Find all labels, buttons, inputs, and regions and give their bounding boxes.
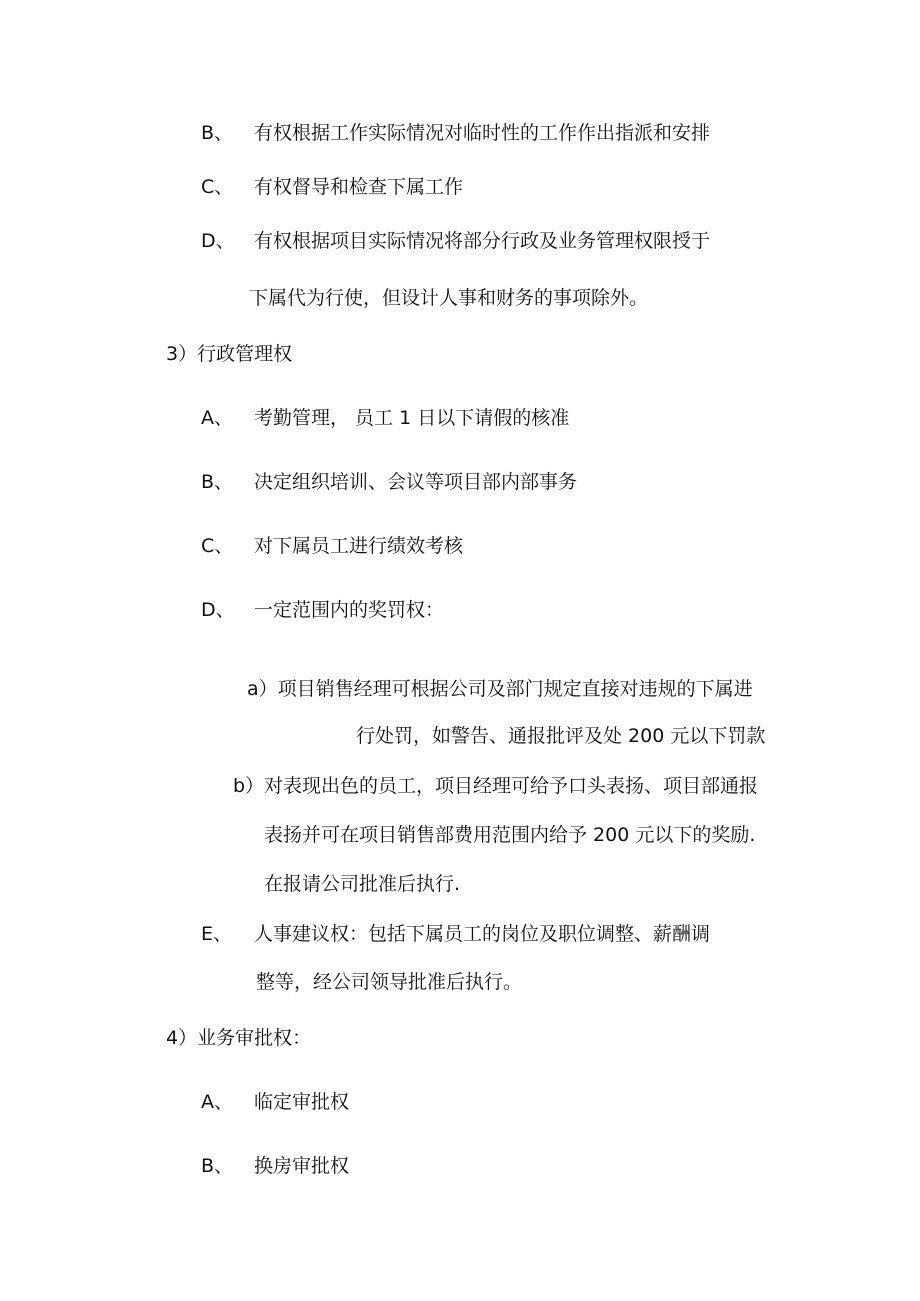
item-marker: C、 xyxy=(201,176,234,198)
item-marker: C、 xyxy=(201,535,234,557)
item-text: 有权根据工作实际情况对临时性的工作作出指派和安排 xyxy=(254,122,711,144)
item-marker: E、 xyxy=(201,923,233,945)
item-text: 有权根据项目实际情况将部分行政及业务管理权限授于 xyxy=(254,230,711,252)
item-text-continuation: 整等，经公司领导批准后执行。 xyxy=(256,971,523,993)
sub-item-text: b）对表现出色的员工，项目经理可给予口头表扬、项目部通报 xyxy=(233,775,759,797)
item-text: 决定组织培训、会议等项目部内部事务 xyxy=(254,471,578,493)
item-text: 人事建议权：包括下属员工的岗位及职位调整、薪酬调 xyxy=(254,923,711,945)
item-text: 换房审批权 xyxy=(254,1155,350,1177)
section-heading: 3）行政管理权 xyxy=(166,343,293,365)
item-marker: B、 xyxy=(201,122,234,144)
item-text: 对下属员工进行绩效考核 xyxy=(254,535,464,557)
item-marker: D、 xyxy=(201,599,235,621)
sub-item-text-continuation: 在报请公司批准后执行. xyxy=(264,873,461,895)
section-heading: 4）业务审批权： xyxy=(166,1027,312,1049)
item-text: 考勤管理， 员工 1 日以下请假的核准 xyxy=(254,407,570,429)
item-text: 一定范围内的奖罚权： xyxy=(254,599,445,621)
item-marker: B、 xyxy=(201,1155,234,1177)
item-text: 有权督导和检查下属工作 xyxy=(254,176,464,198)
item-marker: A、 xyxy=(201,407,233,429)
item-text-continuation: 下属代为行使，但设计人事和财务的事项除外。 xyxy=(249,287,649,309)
sub-item-text-continuation: 行处罚，如警告、通报批评及处 200 元以下罚款 xyxy=(356,725,766,747)
item-marker: A、 xyxy=(201,1091,233,1113)
sub-item-text: a）项目销售经理可根据公司及部门规定直接对违规的下属进 xyxy=(247,678,753,700)
item-marker: B、 xyxy=(201,471,234,493)
item-text: 临定审批权 xyxy=(254,1091,350,1113)
sub-item-text-continuation: 表扬并可在项目销售部费用范围内给予 200 元以下的奖励. xyxy=(264,824,756,846)
item-marker: D、 xyxy=(201,230,235,252)
